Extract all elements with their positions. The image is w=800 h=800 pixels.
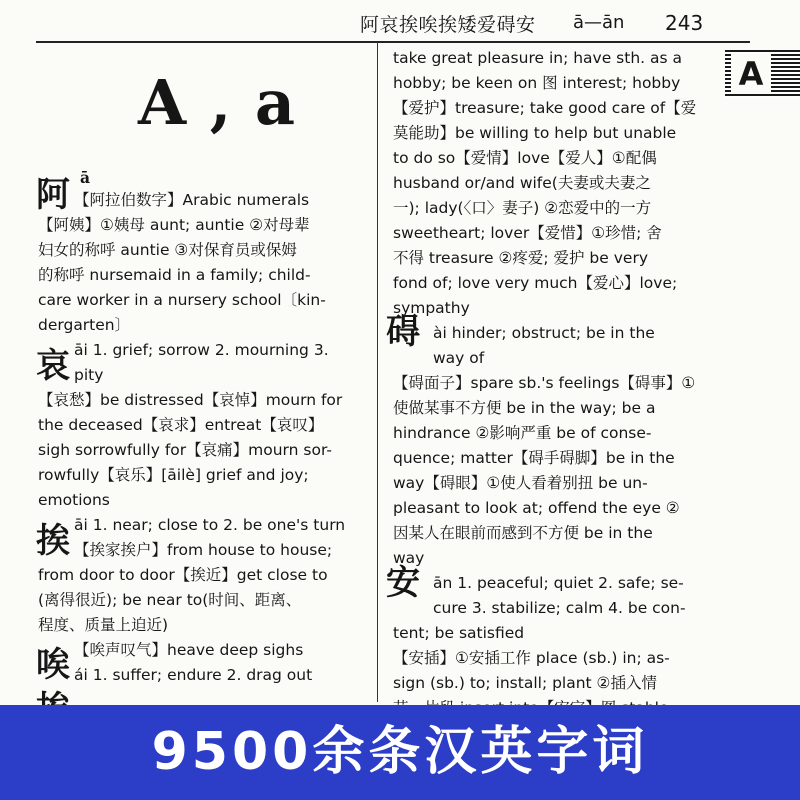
entry-line: sympathy: [393, 299, 470, 317]
headword-char: 哀: [36, 346, 70, 386]
entry-line: 【爱护】treasure; take good care of【爱: [393, 99, 697, 117]
entry-line: 一); lady(〈口〉妻子) ②恋爱中的一方: [393, 199, 652, 217]
entry-line: from door to door【挨近】get close to: [38, 566, 328, 584]
entry-line: ān 1. peaceful; quiet 2. safe; se-: [433, 574, 684, 592]
promo-banner-text: 9500余条汉英字词: [151, 722, 649, 782]
entry-line: tent; be satisfied: [393, 624, 525, 642]
thumb-index-tab: [725, 50, 800, 98]
running-header: [0, 0, 800, 42]
right-column: [393, 46, 733, 721]
entry-line: hobby; be keen on 图 interest; hobby: [393, 74, 681, 92]
entry-line: pleasant to look at; offend the eye ②: [393, 499, 680, 517]
entry-line: 【唉声叹气】heave deep sighs: [74, 641, 304, 659]
entry-line: to do so【爱情】love【爱人】①配偶: [393, 149, 657, 167]
entry-line: way: [393, 549, 425, 567]
section-title: A , a: [138, 66, 297, 139]
header-pinyin-range: ā—ān: [573, 12, 625, 33]
entry-line: (离得很近); be near to(时间、距离、: [38, 591, 302, 609]
entry-line: ài hinder; obstruct; be in the: [433, 324, 655, 342]
thumb-index-letter: A: [731, 54, 771, 94]
entry-line: sign (sb.) to; install; plant ②插入情: [393, 674, 657, 692]
entry-line: way【碍眼】①使人看着别扭 be un-: [393, 474, 648, 492]
entry-line: 使做某事不方便 be in the way; be a: [393, 399, 656, 417]
entry-line: 莫能助】be willing to help but unable: [393, 124, 677, 142]
headword-char: 安: [386, 563, 420, 603]
entry-line: dergarten〕: [38, 316, 131, 334]
entry-line: 的称呼 nursemaid in a family; child-: [38, 266, 311, 284]
entry-line: ái 1. suffer; endure 2. drag out: [74, 666, 313, 684]
header-rule: [36, 41, 750, 43]
entry-line: 程度、质量上迫近): [38, 616, 169, 634]
headword-char: 碍: [386, 312, 420, 352]
entry-line: āi 1. grief; sorrow 2. mourning 3.: [74, 341, 329, 359]
entry-line: care worker in a nursery school〔kin-: [38, 291, 326, 309]
entry-line: emotions: [38, 491, 110, 509]
entry-line: 【碍面子】spare sb.'s feelings【碍事】①: [393, 374, 696, 392]
headword-char: 阿: [36, 175, 70, 215]
entry-line: 【阿拉伯数字】Arabic numerals: [74, 191, 310, 209]
header-guide-words: 阿哀挨唉挨矮爱碍安: [360, 14, 536, 36]
entry-line: sweetheart; lover【爱惜】①珍惜; 舍: [393, 224, 662, 242]
headword-char: [36, 690, 70, 705]
entry-line: take great pleasure in; have sth. as a: [393, 49, 683, 67]
entry-line: hindrance ②影响严重 be of conse-: [393, 424, 652, 442]
entry-line: the deceased【哀求】entreat【哀叹】: [38, 416, 324, 434]
promo-banner: [0, 705, 800, 800]
entry-line: 【挨家挨户】from house to house;: [74, 541, 333, 559]
entry-line: 妇女的称呼 auntie ③对保育员或保姆: [38, 241, 297, 259]
headword-char: 挨: [36, 521, 70, 561]
headword-pinyin: ā: [80, 168, 91, 187]
page-number: 243: [665, 11, 704, 35]
entry-line: 【阿姨】①姨母 aunt; auntie ②对母辈: [38, 216, 310, 234]
entry-line: 【哀愁】be distressed【哀悼】mourn for: [38, 391, 343, 409]
entry-line: husband or/and wife(夫妻或夫妻之: [393, 174, 651, 192]
entry-line: 不得 treasure ②疼爱; 爱护 be very: [393, 249, 648, 267]
entry-line: cure 3. stabilize; calm 4. be con-: [433, 599, 686, 617]
entry-line: way of: [433, 349, 485, 367]
entry-line: quence; matter【碍手碍脚】be in the: [393, 449, 675, 467]
entry-line: rowfully【哀乐】[āilè] grief and joy;: [38, 466, 309, 484]
column-divider: [377, 42, 378, 702]
entry-line: 因某人在眼前而感到不方便 be in the: [393, 524, 653, 542]
headword-char: 唉: [36, 645, 70, 685]
entry-line: 【安插】①安插工作 place (sb.) in; as-: [393, 649, 670, 667]
entry-line: āi 1. near; close to 2. be one's turn: [74, 516, 346, 534]
left-column: [38, 188, 371, 688]
entry-line: fond of; love very much【爱心】love;: [393, 274, 678, 292]
entry-line: pity: [74, 366, 104, 384]
entry-line: sigh sorrowfully for【哀痛】mourn sor-: [38, 441, 332, 459]
